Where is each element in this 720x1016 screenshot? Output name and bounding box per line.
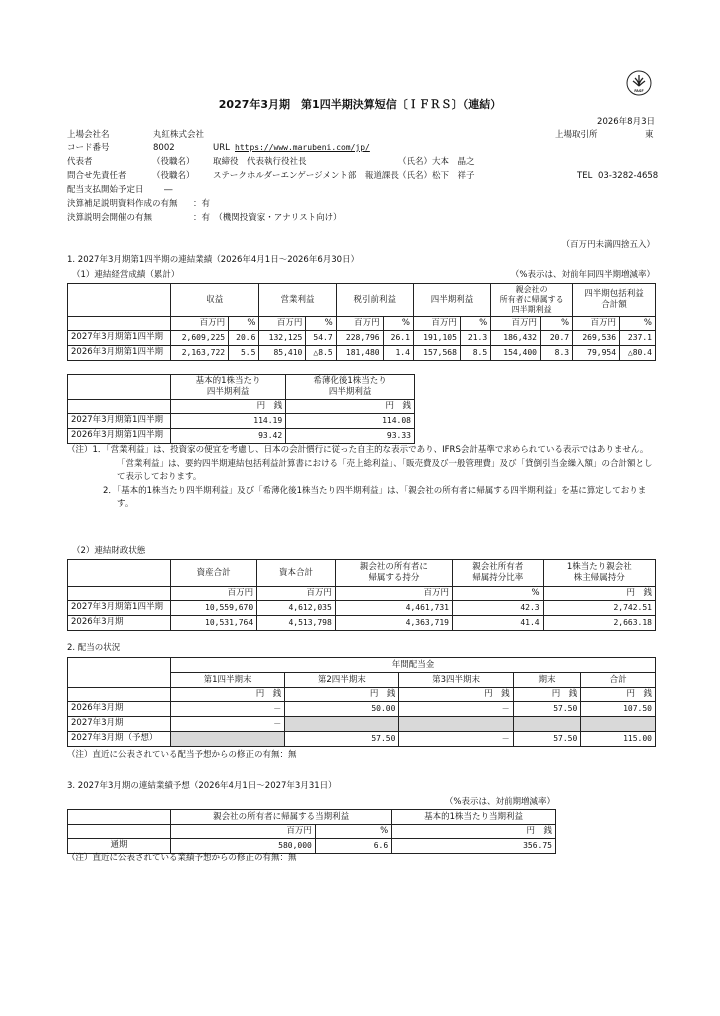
section3-note: （注）直近に公表されている業績予想からの修正の有無：無 — [67, 853, 297, 863]
brief-label: 決算説明会開催の有無 — [67, 213, 153, 223]
col-header: 第1四半期末 — [171, 673, 285, 688]
url-link[interactable]: https://www.marubeni.com/jp/ — [235, 143, 370, 152]
col-header: 四半期包括利益 合計額 — [573, 284, 656, 317]
code-label: コード番号 — [67, 143, 110, 153]
section1-notes — [67, 444, 657, 512]
rounding-note: （百万円未満四捨五入） — [561, 240, 655, 250]
rep-title: 取締役 代表執行役社長 — [213, 157, 307, 167]
table-row: 2026年3月期第1四半期 93.42 93.33 — [68, 428, 415, 443]
rep-label: 代表者 — [67, 157, 93, 167]
financial-position-table: 資産合計 資本合計 親会社の所有者に 帰属する持分 親会社所有者 帰属持分比率 1株当たり親会社 株主帰属持分 百万円 百万円 百万円 % 円 銭 2027年3月期第1四半期 10,559,670 4,612,035 4,461,731 42.3 2,742.51 2026年3月期 10,531,764 4,513,798 4,363,719 41.4 2,663.18 — [67, 559, 656, 631]
fasf-logo-icon — [626, 70, 652, 96]
col-header: 税引前利益 — [336, 284, 413, 317]
div-value: ― — [164, 185, 173, 195]
brief-value: ：有 （機関投資家・アナリスト向け） — [193, 213, 342, 223]
supp-value: ：有 — [193, 199, 211, 209]
document-title: 2027年3月期 第1四半期決算短信〔ＩＦＲＳ〕（連結） — [218, 98, 502, 111]
contact-title: ステークホルダーエンゲージメント部 報道課長 — [213, 171, 399, 181]
col-header: 資本合計 — [257, 560, 336, 587]
col-header: 合計 — [581, 673, 656, 688]
contact-name-label: （氏名） — [398, 171, 433, 181]
tel-value: 03-3282-4658 — [598, 171, 659, 181]
note-1: （注）1．「営業利益」は、投資家の便宜を考慮し、日本の会計慣行に従った自主的な表示であり、IFRS会計基準で求められている表示ではありません。 — [67, 445, 649, 455]
tel-label: TEL — [577, 171, 593, 181]
eps-table: 基本的1株当たり 四半期利益 希薄化後1株当たり 四半期利益 円 銭 円 銭 2027年3月期第1四半期 114.19 114.08 2026年3月期第1四半期 93.42 93.33 — [67, 374, 415, 444]
rep-title-label: （役職名） — [152, 157, 195, 167]
table-row: 2027年3月期第1四半期 114.19 114.08 — [68, 413, 415, 428]
section1-sub1: （1）連結経営成績（累計） — [72, 270, 180, 280]
col-header: 親会社の所有者に帰属する当期利益 — [171, 810, 392, 825]
section1-title: 1. 2027年3月期第1四半期の連結業績（2026年4月1日～2026年6月30日） — [67, 255, 360, 265]
table-row: 2026年3月期第1四半期 2,163,722 5.5 85,410 △8.5 181,480 1.4 157,568 8.5 154,400 8.3 79,954 △80.4 — [68, 345, 656, 360]
supp-label: 決算補足説明資料作成の有無 — [67, 199, 178, 209]
section1-sub1-note: （%表示は、対前年同四半期増減率） — [510, 270, 655, 280]
col-header: 1株当たり親会社 株主帰属持分 — [543, 560, 655, 587]
col-header: 希薄化後1株当たり 四半期利益 — [286, 375, 415, 400]
col-header: 営業利益 — [259, 284, 336, 317]
listed-value: 丸紅株式会社 — [153, 130, 205, 140]
rep-name-label: （氏名） — [398, 157, 433, 167]
col-header: 収益 — [171, 284, 259, 317]
col-header: 親会社所有者 帰属持分比率 — [453, 560, 544, 587]
url-label: URL — [213, 143, 230, 153]
contact-name: 松下 祥子 — [432, 171, 475, 181]
table-row: 2027年3月期第1四半期 10,559,670 4,612,035 4,461,731 42.3 2,742.51 — [68, 600, 656, 615]
rep-name: 大本 晶之 — [432, 157, 475, 167]
note-1b: 「営業利益」は、要約四半期連結包括利益計算書における「売上総利益」、「販売費及び一般管理費」及び「貸倒引当金繰入額」の合計額として表示しております。 — [117, 458, 653, 483]
col-header: 四半期利益 — [413, 284, 490, 317]
dividend-table: 年間配当金 第1四半期末 第2四半期末 第3四半期末 期末 合計 円 銭 円 銭 円 銭 円 銭 円 銭 2026年3月期 － 50.00 － 57.50 107.50 2027年3月期 － 2027年3月期（予想） 57.50 － 57.50 115.00 — [67, 657, 656, 747]
table-row: 2027年3月期 － — [68, 716, 656, 731]
svg-text:FASF: FASF — [634, 89, 644, 93]
code-value: 8002 — [153, 143, 175, 153]
listed-label: 上場会社名 — [67, 130, 110, 140]
col-header: 期末 — [513, 673, 581, 688]
section3-note-pct: （%表示は、対前期増減率） — [444, 797, 555, 807]
section3-title: 3. 2027年3月期の連結業績予想（2026年4月1日～2027年3月31日） — [67, 781, 337, 791]
table-row: 2026年3月期 10,531,764 4,513,798 4,363,719 41.4 2,663.18 — [68, 615, 656, 630]
section1-sub2: （2）連結財政状態 — [72, 546, 146, 556]
results-table: 収益 営業利益 税引前利益 四半期利益 親会社の 所有者に帰属する 四半期利益 四半期包括利益 合計額 百万円 % 百万円 % 百万円 % 百万円 % 百万円 % 百万円 % 2027年3月期第1四半期 2,609,225 20.6 132,125 54.7 228,796 26.1 191,105 21.3 186,432 20.7 269,536 237.1 2026年3月期第1四半期 2,163,722 5.5 85,410 △8.5 181,480 1.4 157,568 8.5 154,400 8.3 79,954 △80.4 — [67, 283, 656, 361]
section2-note: （注）直近に公表されている配当予想からの修正の有無：無 — [67, 750, 297, 760]
col-group-header: 年間配当金 — [171, 658, 656, 673]
col-header: 親会社の 所有者に帰属する 四半期利益 — [491, 284, 573, 317]
col-header: 基本的1株当たり当期利益 — [392, 810, 556, 825]
table-row: 2027年3月期（予想） 57.50 － 57.50 115.00 — [68, 731, 656, 746]
document-date: 2026年8月3日 — [597, 117, 655, 127]
col-header: 第3四半期末 — [399, 673, 513, 688]
table-row: 2026年3月期 － 50.00 － 57.50 107.50 — [68, 701, 656, 716]
col-header: 基本的1株当たり 四半期利益 — [171, 375, 286, 400]
note-2: 2．「基本的1株当たり四半期利益」及び「希薄化後1株当たり四半期利益」は、「親会社の所有者に帰属する四半期利益」を基に算定しております。 — [103, 485, 647, 510]
col-header: 資産合計 — [171, 560, 257, 587]
exchange-value: 東 — [645, 130, 654, 140]
forecast-table: 親会社の所有者に帰属する当期利益 基本的1株当たり当期利益 百万円 % 円 銭 通期 580,000 6.6 356.75 — [67, 809, 556, 854]
section2-title: 2. 配当の状況 — [67, 643, 121, 653]
div-label: 配当支払開始予定日 — [67, 185, 144, 195]
col-header: 第2四半期末 — [285, 673, 399, 688]
contact-title-label: （役職名） — [152, 171, 195, 181]
table-row: 2027年3月期第1四半期 2,609,225 20.6 132,125 54.7 228,796 26.1 191,105 21.3 186,432 20.7 269,536 237.1 — [68, 330, 656, 345]
table-row: 通期 580,000 6.6 356.75 — [68, 838, 556, 853]
exchange-label: 上場取引所 — [555, 130, 598, 140]
col-header: 親会社の所有者に 帰属する持分 — [335, 560, 452, 587]
fasf-logo — [626, 70, 652, 96]
contact-label: 問合せ先責任者 — [67, 171, 127, 181]
